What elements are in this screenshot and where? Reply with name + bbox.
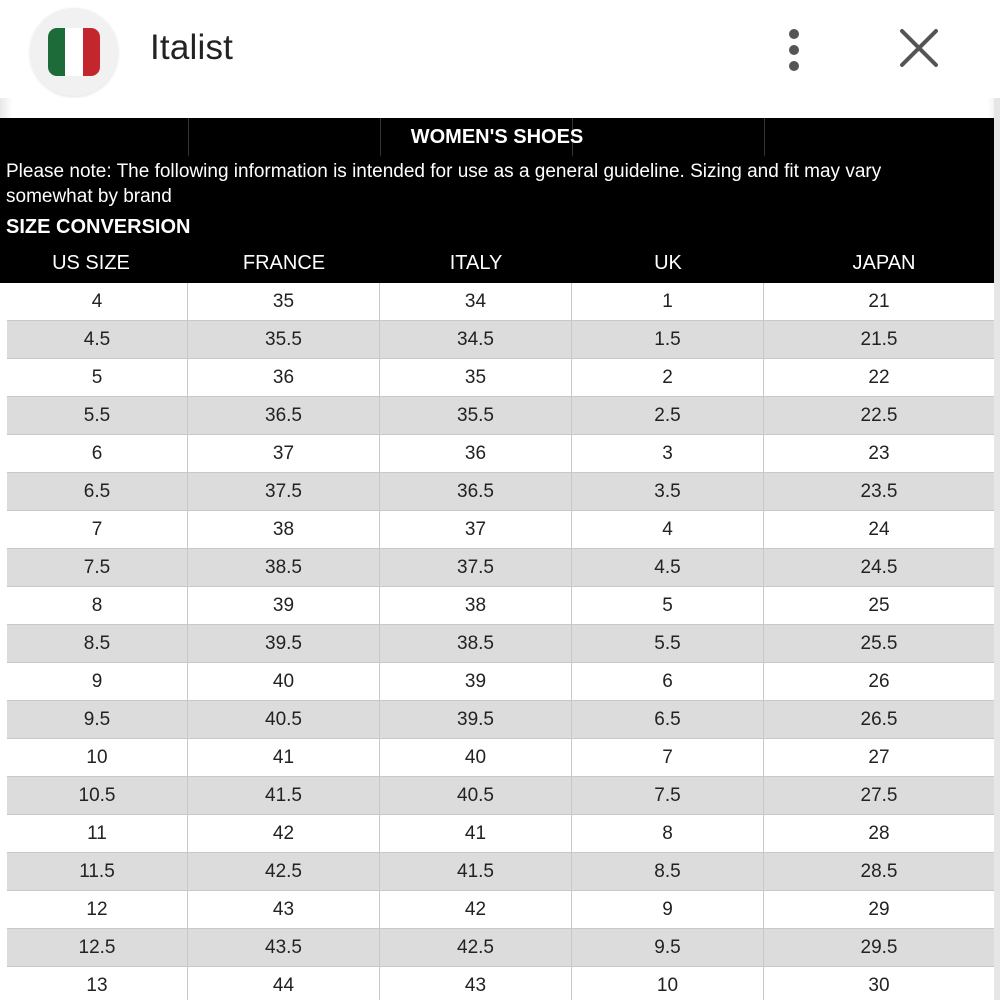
cell-italy: 37.5 [380,549,572,587]
table-row [7,853,994,891]
cell-japan: 29 [868,899,890,920]
cell-japan: 22 [868,367,890,388]
cell-uk: 2.5 [572,397,764,435]
cell-japan: 28 [868,823,890,844]
cell-japan: 21.5 [860,329,898,350]
cell-france: 40.5 [188,701,380,739]
cell-italy: 34 [380,283,572,321]
cell-italy: 36 [380,435,572,473]
table-row [7,587,994,625]
table-row [7,929,994,967]
cell-us-size: 12 [7,891,188,929]
flag-stripe-red [83,28,100,76]
cell-italy: 38.5 [380,625,572,663]
cell-japan: 27 [868,747,890,768]
table-row [7,701,994,739]
cell-italy: 38 [380,587,572,625]
size-conversion-table [7,283,994,1000]
cell-uk: 1 [572,283,764,321]
cell-us-size: 10.5 [7,777,188,815]
size-chart-header [0,118,994,283]
cell-france: 35.5 [188,321,380,359]
cell-us-size: 8.5 [7,625,188,663]
cell-uk: 7 [572,739,764,777]
table-row [7,739,994,777]
table-row [7,435,994,473]
cell-uk: 5.5 [572,625,764,663]
cell-japan: 26 [868,671,890,692]
column-header-france: FRANCE [242,252,326,274]
cell-japan: 24.5 [860,557,898,578]
table-row [7,815,994,853]
cell-japan: 27.5 [860,785,898,806]
column-header-uk: UK [654,252,682,274]
cell-uk: 4.5 [572,549,764,587]
table-row [7,663,994,701]
cell-uk: 6.5 [572,701,764,739]
cell-italy: 35 [380,359,572,397]
italian-flag-icon [48,28,100,76]
cell-us-size: 6 [7,435,188,473]
table-row [7,397,994,435]
cell-uk: 5 [572,587,764,625]
cell-us-size: 7 [7,511,188,549]
cell-france: 42 [188,815,380,853]
cell-italy: 34.5 [380,321,572,359]
cell-us-size: 5 [7,359,188,397]
cell-uk: 4 [572,511,764,549]
size-chart-subtitle: SIZE CONVERSION [6,216,191,238]
cell-us-size: 11.5 [7,853,188,891]
cell-uk: 9.5 [572,929,764,967]
cell-us-size: 10 [7,739,188,777]
cell-italy: 37 [380,511,572,549]
cell-france: 42.5 [188,853,380,891]
cell-us-size: 9 [7,663,188,701]
page-edge [994,98,1000,1000]
table-row [7,967,994,1000]
cell-japan: 24 [868,519,890,540]
cell-italy: 42 [380,891,572,929]
cell-france: 41 [188,739,380,777]
app-title: Italist [150,28,234,67]
cell-italy: 41.5 [380,853,572,891]
table-row [7,625,994,663]
cell-italy: 43 [380,967,572,1000]
cell-france: 37 [188,435,380,473]
cell-japan: 28.5 [860,861,898,882]
cell-us-size: 8 [7,587,188,625]
cell-uk: 2 [572,359,764,397]
cell-japan: 25 [868,595,890,616]
size-chart-title: WOMEN'S SHOES [410,126,584,148]
content-gap [0,98,1000,118]
table-row [7,283,994,321]
cell-japan: 23.5 [860,481,898,502]
cell-uk: 8.5 [572,853,764,891]
table-row [7,511,994,549]
cell-uk: 3.5 [572,473,764,511]
cell-uk: 9 [572,891,764,929]
cell-italy: 36.5 [380,473,572,511]
cell-france: 43 [188,891,380,929]
more-vert-icon[interactable] [778,26,810,74]
cell-us-size: 9.5 [7,701,188,739]
cell-italy: 39 [380,663,572,701]
cell-france: 44 [188,967,380,1000]
cell-japan: 29.5 [860,937,898,958]
cell-japan: 25.5 [860,633,898,654]
cell-italy: 39.5 [380,701,572,739]
cell-france: 40 [188,663,380,701]
app-bar [0,0,1000,98]
cell-japan: 26.5 [860,709,898,730]
table-row [7,359,994,397]
cell-us-size: 5.5 [7,397,188,435]
cell-us-size: 13 [7,967,188,1000]
table-row [7,549,994,587]
cell-france: 41.5 [188,777,380,815]
table-row [7,321,994,359]
cell-france: 43.5 [188,929,380,967]
cell-france: 35 [188,283,380,321]
cell-japan: 22.5 [860,405,898,426]
cell-us-size: 11 [7,815,188,853]
cell-us-size: 4.5 [7,321,188,359]
flag-stripe-green [48,28,65,76]
cell-japan: 30 [868,975,890,996]
cell-france: 39.5 [188,625,380,663]
cell-france: 36 [188,359,380,397]
table-row [7,473,994,511]
cell-us-size: 12.5 [7,929,188,967]
cell-us-size: 6.5 [7,473,188,511]
cell-japan: 21 [868,291,890,312]
cell-italy: 35.5 [380,397,572,435]
size-chart-note: Please note: The following information is intended for use as a general guideline. Sizing and fit may vary somewhat by brand [6,161,882,207]
cell-us-size: 7.5 [7,549,188,587]
column-header-us-size: US SIZE [52,252,130,274]
cell-france: 36.5 [188,397,380,435]
cell-france: 38.5 [188,549,380,587]
cell-us-size: 4 [7,283,188,321]
cell-france: 39 [188,587,380,625]
cell-uk: 7.5 [572,777,764,815]
cell-france: 37.5 [188,473,380,511]
cell-uk: 3 [572,435,764,473]
cell-uk: 10 [572,967,764,1000]
cell-uk: 6 [572,663,764,701]
app-logo[interactable] [30,8,118,96]
cell-uk: 1.5 [572,321,764,359]
column-header-italy: ITALY [449,252,503,274]
table-row [7,891,994,929]
cell-uk: 8 [572,815,764,853]
cell-italy: 40 [380,739,572,777]
column-header-japan: JAPAN [852,252,916,274]
table-row [7,777,994,815]
flag-stripe-white [65,28,82,76]
cell-italy: 41 [380,815,572,853]
cell-italy: 40.5 [380,777,572,815]
cell-italy: 42.5 [380,929,572,967]
close-icon[interactable] [897,26,941,70]
cell-japan: 23 [868,443,890,464]
cell-france: 38 [188,511,380,549]
